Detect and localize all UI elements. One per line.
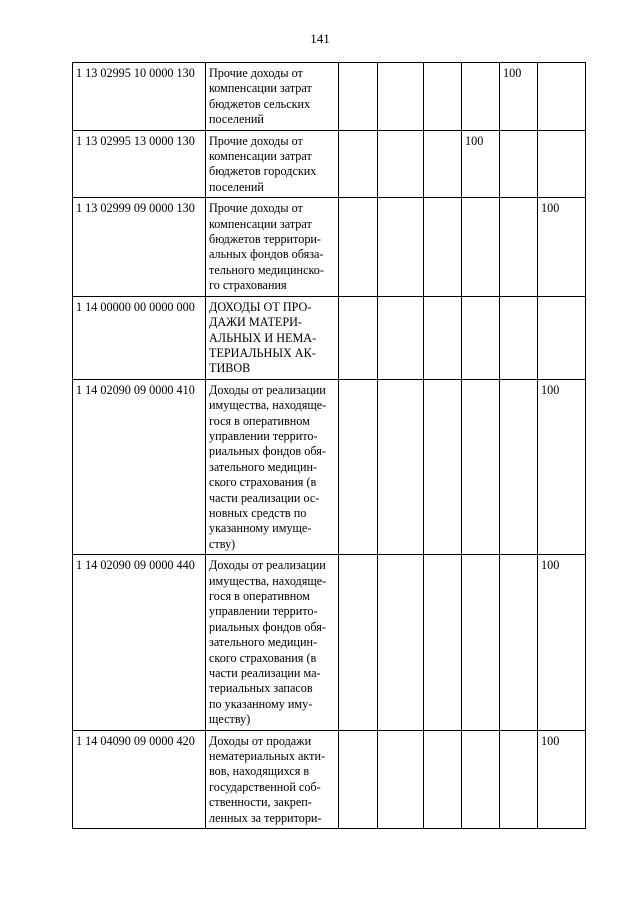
revenue-code-cell: 1 14 02090 09 0000 410 <box>73 379 206 554</box>
distribution-percent-cell <box>339 730 378 828</box>
distribution-percent-cell <box>500 198 538 296</box>
revenue-description-cell <box>206 63 339 131</box>
distribution-percent-cell <box>339 555 378 730</box>
revenue-description-cell <box>206 198 339 296</box>
description-line: Прочие доходы от <box>209 201 303 216</box>
description-line: зательного медицин- <box>209 459 318 474</box>
distribution-percent-cell <box>339 379 378 554</box>
distribution-percent-cell: 100 <box>538 555 586 730</box>
description-line: Доходы от продажи <box>209 733 312 748</box>
revenue-code-cell: 1 14 02090 09 0000 440 <box>73 555 206 730</box>
distribution-percent-cell <box>500 296 538 379</box>
description-line: ДАЖИ МАТЕРИ- <box>209 315 302 330</box>
distribution-percent-cell <box>462 296 500 379</box>
description-line: зательного медицин- <box>209 635 318 650</box>
description-line: имущества, находяще- <box>209 398 327 413</box>
description-line: нематериальных акти- <box>209 749 326 764</box>
distribution-percent-cell <box>339 296 378 379</box>
distribution-percent-cell <box>378 379 424 554</box>
revenue-description-cell <box>206 379 339 554</box>
description-line: имущества, находяще- <box>209 573 327 588</box>
table-row <box>73 198 586 296</box>
table-body <box>73 63 586 829</box>
distribution-percent-cell <box>462 555 500 730</box>
page-number: 141 <box>310 31 330 46</box>
distribution-percent-cell <box>500 555 538 730</box>
description-line: новных средств по <box>209 505 307 520</box>
distribution-percent-cell <box>538 296 586 379</box>
description-line: Доходы от реализации <box>209 382 326 397</box>
description-line: указанному имуще- <box>209 521 312 536</box>
distribution-percent-cell <box>339 130 378 198</box>
description-line: ществу) <box>209 712 251 727</box>
revenue-description-cell <box>206 296 339 379</box>
description-line: бюджетов сельских <box>209 96 311 111</box>
distribution-percent-cell <box>500 730 538 828</box>
distribution-percent-cell <box>500 379 538 554</box>
revenue-code-cell: 1 14 00000 00 0000 000 <box>73 296 206 379</box>
distribution-percent-cell: 100 <box>538 730 586 828</box>
description-line: АЛЬНЫХ И НЕМА- <box>209 330 317 345</box>
distribution-percent-cell <box>424 198 462 296</box>
distribution-percent-cell: 100 <box>500 63 538 131</box>
description-line: государственной соб- <box>209 779 321 794</box>
distribution-percent-cell <box>462 198 500 296</box>
distribution-percent-cell: 100 <box>462 130 500 198</box>
description-line: ству) <box>209 536 236 551</box>
description-line: по указанному иму- <box>209 696 313 711</box>
distribution-percent-cell <box>538 63 586 131</box>
description-line: поселений <box>209 179 264 194</box>
distribution-percent-cell <box>378 296 424 379</box>
distribution-percent-cell <box>378 130 424 198</box>
distribution-percent-cell <box>378 198 424 296</box>
description-line: ственности, закреп- <box>209 795 312 810</box>
description-line: компенсации затрат <box>209 216 312 231</box>
distribution-percent-cell <box>339 198 378 296</box>
distribution-percent-cell <box>462 379 500 554</box>
distribution-percent-cell <box>424 296 462 379</box>
table-row <box>73 296 586 379</box>
distribution-percent-cell <box>462 730 500 828</box>
description-line: го страхования <box>209 278 287 293</box>
revenue-description-cell <box>206 730 339 828</box>
revenue-description-cell <box>206 130 339 198</box>
description-line: компенсации затрат <box>209 149 312 164</box>
description-line: части реализации ос- <box>209 490 320 505</box>
table-row <box>73 63 586 131</box>
distribution-percent-cell: 100 <box>538 198 586 296</box>
revenue-code-cell: 1 13 02995 13 0000 130 <box>73 130 206 198</box>
description-line: гося в оперативном <box>209 589 310 603</box>
distribution-percent-cell <box>424 730 462 828</box>
description-line: компенсации затрат <box>209 81 312 96</box>
distribution-percent-cell <box>424 63 462 131</box>
distribution-percent-cell <box>538 130 586 198</box>
description-line: поселений <box>209 112 264 127</box>
description-line: ленных за территори- <box>209 810 322 825</box>
description-line: управлении террито- <box>209 604 318 619</box>
table-row <box>73 379 586 554</box>
distribution-percent-cell <box>424 555 462 730</box>
description-line: ского страхования (в <box>209 475 317 490</box>
distribution-percent-cell <box>424 130 462 198</box>
table-row <box>73 730 586 828</box>
revenue-code-cell: 1 13 02999 09 0000 130 <box>73 198 206 296</box>
description-line: бюджетов территори- <box>209 232 321 247</box>
description-line: тельного медицинско- <box>209 262 324 277</box>
revenue-code-cell: 1 13 02995 10 0000 130 <box>73 63 206 131</box>
description-line: ТЕРИАЛЬНЫХ АК- <box>209 345 316 360</box>
distribution-percent-cell <box>378 63 424 131</box>
description-line: риальных фондов обя- <box>209 619 326 634</box>
description-line: ТИВОВ <box>209 361 251 376</box>
revenue-code-cell: 1 14 04090 09 0000 420 <box>73 730 206 828</box>
description-line: териальных запасов <box>209 681 313 696</box>
table-row <box>73 130 586 198</box>
description-line: Доходы от реализации <box>209 558 326 573</box>
distribution-percent-cell <box>462 63 500 131</box>
description-line: управлении террито- <box>209 428 318 443</box>
distribution-percent-cell: 100 <box>538 379 586 554</box>
revenue-classification-table <box>72 62 586 829</box>
description-line: части реализации ма- <box>209 666 321 681</box>
distribution-percent-cell <box>424 379 462 554</box>
description-line: Прочие доходы от <box>209 66 303 80</box>
revenue-description-cell <box>206 555 339 730</box>
description-line: ского страхования (в <box>209 650 317 665</box>
description-line: бюджетов городских <box>209 164 317 179</box>
description-line: ДОХОДЫ ОТ ПРО- <box>209 299 312 314</box>
distribution-percent-cell <box>339 63 378 131</box>
distribution-percent-cell <box>378 730 424 828</box>
distribution-percent-cell <box>378 555 424 730</box>
description-line: Прочие доходы от <box>209 133 303 148</box>
description-line: риальных фондов обя- <box>209 444 326 459</box>
description-line: вов, находящихся в <box>209 764 310 779</box>
distribution-percent-cell <box>500 130 538 198</box>
table-row <box>73 555 586 730</box>
description-line: гося в оперативном <box>209 413 310 428</box>
description-line: альных фондов обяза- <box>209 247 324 262</box>
